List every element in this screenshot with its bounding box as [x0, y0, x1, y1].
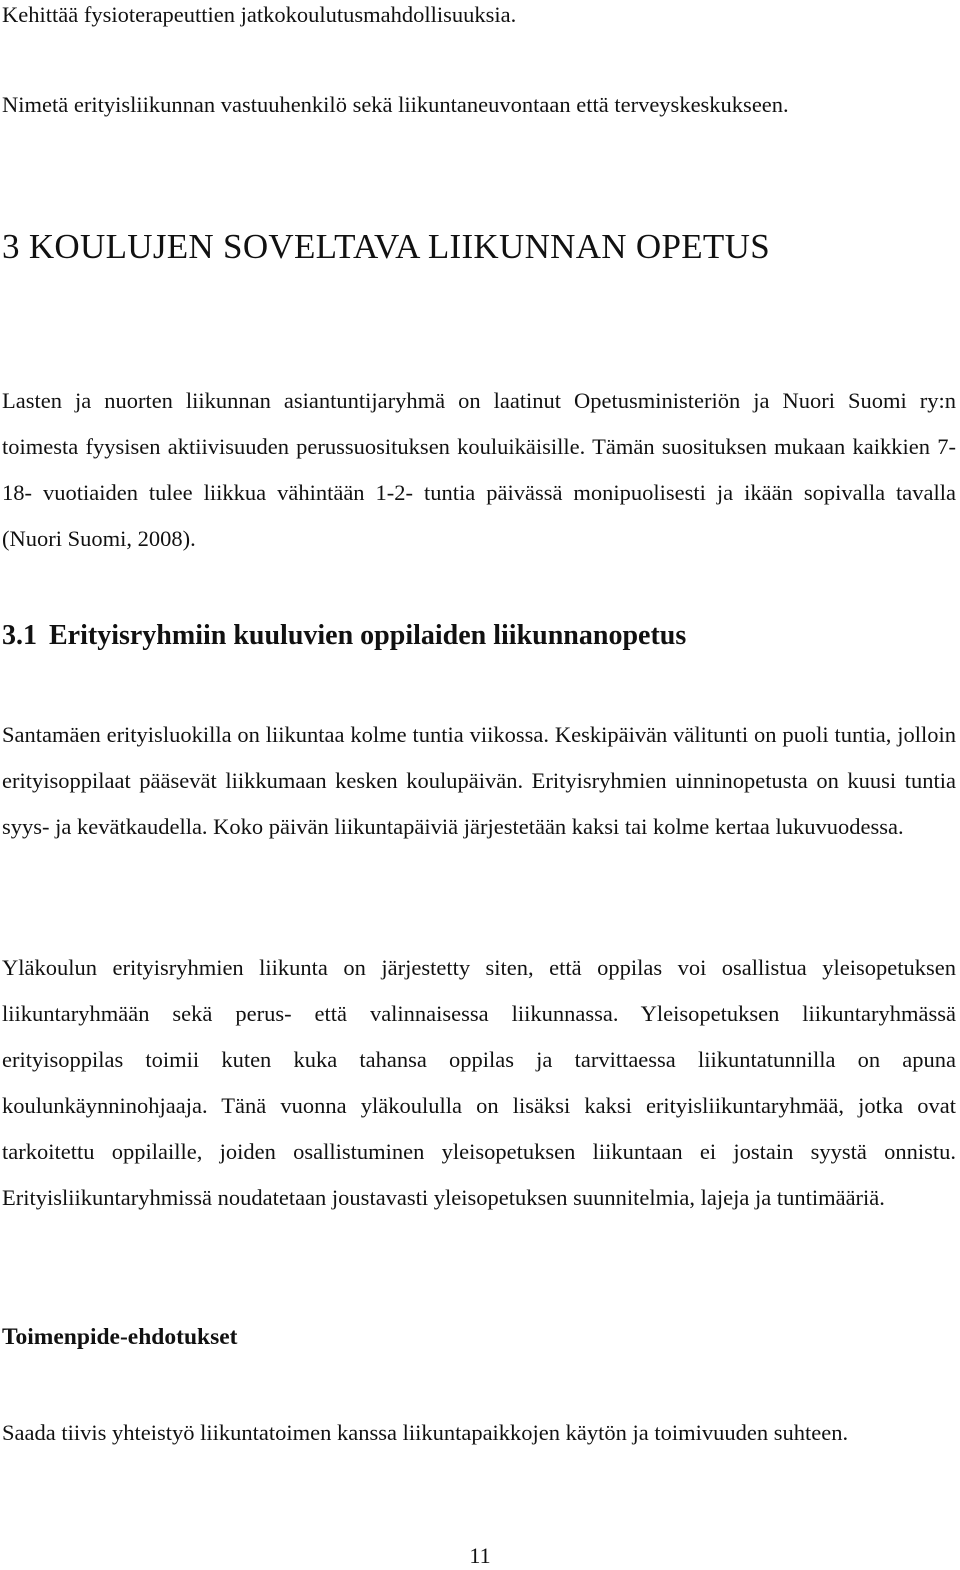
section-heading: [2, 619, 686, 653]
section-paragraph-2: Yläkoulun erityisryhmien liikunta on järjestetty siten, että oppilas voi osallistua yleisopetuksen liikuntaryhmään sekä perus- että valinnaisessa liikunnassa. Yleisopetuksen liikuntaryhmässä erityisoppilas toimii kuten kuka tahansa oppilas ja tarvittaessa liikuntatunnilla on apuna koulunkäynninohjaaja. Tänä vuonna yläkoululla on lisäksi kaksi erityisliikuntaryhmää, jotka ovat tarkoitettu oppilaille, joiden osallistuminen yleisopetuksen liikuntaan ei jostain syystä onnistu. Erityisliikuntaryhmissä noudatetaan joustavasti yleisopetuksen suunnitelmia, lajeja ja tuntimääriä.: [2, 955, 956, 1210]
body-line-2: Nimetä erityisliikunnan vastuuhenkilö sekä liikuntaneuvontaan että terveyskeskukseen.: [2, 92, 789, 117]
chapter-heading: 3 KOULUJEN SOVELTAVA LIIKUNNAN OPETUS: [2, 227, 770, 266]
page-number: 11: [469, 1543, 491, 1568]
proposals-heading: Toimenpide-ehdotukset: [2, 1324, 238, 1350]
proposals-paragraph: Saada tiivis yhteistyö liikuntatoimen kanssa liikuntapaikkojen käytön ja toimivuuden suhteen.: [2, 1420, 849, 1445]
section-title: Erityisryhmiin kuuluvien oppilaiden liikunnanopetus: [49, 620, 687, 651]
section-paragraph-1: Santamäen erityisluokilla on liikuntaa kolme tuntia viikossa. Keskipäivän välitunti on puoli tuntia, jolloin erityisoppilaat pääsevät liikkumaan kesken koulupäivän. Erityisryhmien uinninopetusta on kuusi tuntia syys- ja kevätkaudella. Koko päivän liikuntapäiviä järjestetään kaksi tai kolme kertaa lukuvuodessa.: [2, 722, 956, 839]
section-number: 3.1: [2, 620, 37, 651]
chapter-paragraph: Lasten ja nuorten liikunnan asiantuntijaryhmä on laatinut Opetusministeriön ja Nuori Suomi ry:n toimesta fyysisen aktiivisuuden perussuosituksen kouluikäisille. Tämän suosituksen mukaan kaikkien 7-18- vuotiaiden tulee liikkua vähintään 1-2- tuntia päivässä monipuolisesti ja ikään sopivalla tavalla (Nuori Suomi, 2008).: [2, 388, 956, 551]
body-line-1: Kehittää fysioterapeuttien jatkokoulutusmahdollisuuksia.: [2, 2, 517, 27]
